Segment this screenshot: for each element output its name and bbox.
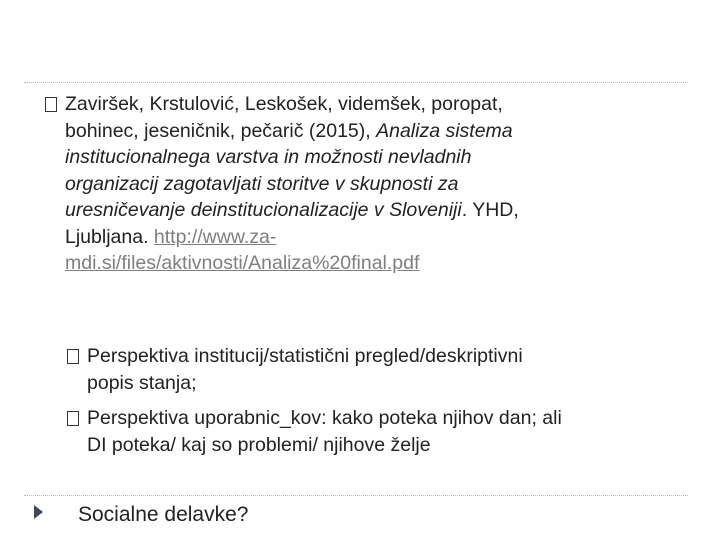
reference-url-start[interactable]: http://www.za-: [153, 225, 277, 248]
sub-bullet-2-line-1: Perspektiva uporabnic_kov: kako poteka njihov dan; ali: [87, 407, 562, 429]
reference-line-4: organizacij zagotavljati storitve v skupnosti za: [65, 172, 459, 195]
sub-bullet-institutions: [67, 343, 707, 396]
sub-bullet-1-line-1: Perspektiva institucij/statistični pregled/deskriptivni: [87, 345, 523, 367]
bottom-bullet-text: Socialne delavke?: [78, 503, 249, 526]
reference-bullet: [45, 91, 655, 277]
reference-line-1: Zaviršek, Krstulović, Leskošek, videmšek, poropat,: [65, 93, 503, 115]
reference-line-3: institucionalnega varstva in možnosti nevladnih: [65, 146, 472, 168]
reference-title-start: Analiza sistema: [376, 119, 513, 142]
checkbox-bullet-icon: [67, 349, 79, 364]
checkbox-bullet-icon: [45, 97, 57, 112]
sub-bullet-2-line-2: DI poteka/ kaj so problemi/ njihove želje: [87, 433, 431, 456]
reference-line-7: [45, 250, 655, 277]
reference-url-end[interactable]: mdi.si/files/aktivnosti/Analiza%20final.pdf: [65, 252, 420, 274]
sub-bullet-1-line-2: popis stanja;: [87, 371, 197, 394]
bottom-divider: [24, 495, 688, 496]
checkbox-bullet-icon: [67, 411, 79, 426]
reference-line-5: uresničevanje deinstitucionalizacije v Sloveniji. YHD,: [65, 199, 519, 221]
reference-line-2: bohinec, jeseničnik, pečarič (2015), Analiza sistema: [65, 119, 513, 142]
top-divider: [24, 82, 688, 83]
reference-line-6: Ljubljana. http://www.za-: [65, 225, 277, 248]
sub-bullet-users: [67, 405, 707, 458]
triangle-bullet-icon: [34, 505, 43, 519]
